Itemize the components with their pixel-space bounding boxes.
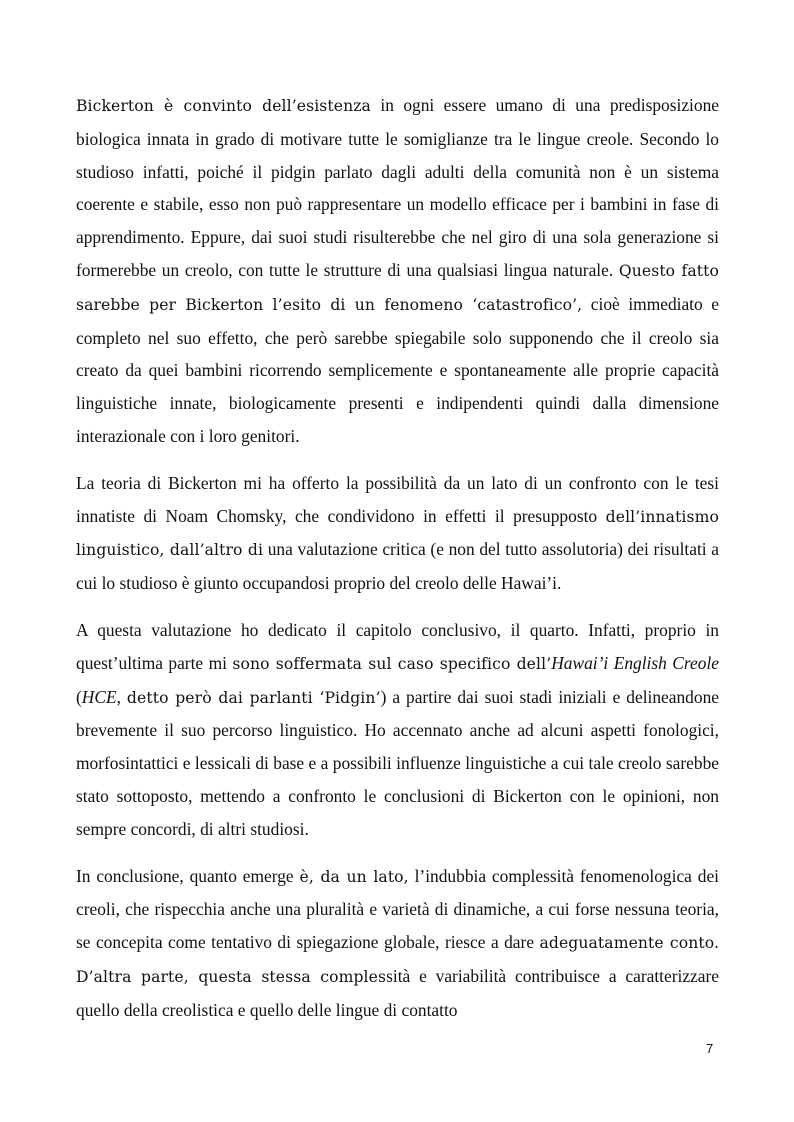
body-text — [76, 89, 719, 1041]
text-segment: In conclusione, quanto emerge — [76, 865, 300, 886]
text-segment: l’indubbia complessità fenomenologica dei creoli, che rispecchia anche una pluralità e varietà di dinamiche, a cui forse nessuna teoria, se concepita come tentativo di spiegazione globale, riesce a dare — [76, 865, 719, 953]
text-segment: Bickerton è convinto dell’esistenza — [76, 97, 371, 115]
text-segment: A questa valutazione ho dedicato il capitolo conclusivo, il quarto. Infatti, proprio in quest’ultima parte mi — [76, 619, 719, 673]
text-segment: ) a partire dai suoi stadi iniziali e delineandone brevemente il suo percorso linguistico. Ho accennato anche ad alcuni aspetti fonologici, morfosintattici e lessicali di base e a possibili influenze linguistiche a cui tale creolo sarebbe stato sottoposto, mettendo a confronto le conclusioni di Bickerton con le opinioni, non sempre concordi, di altri studiosi. — [76, 686, 719, 839]
text-segment: sono soffermata sul caso specifico dell’ — [232, 654, 552, 673]
text-segment: cioè immediato e completo nel suo effetto, che però sarebbe spiegabile solo supponendo che il creolo sia creato da quei bambini ricorrendo semplicemente e spontaneamente alle proprie capacità linguistiche innate, biologicamente presenti e indipendenti quindi dalla dimensione interazionale con i loro genitori. — [76, 293, 719, 446]
text-segment: in ogni essere umano di una predisposizione biologica innata in grado di motivare tutte le somiglianze tra le lingue creole. Secondo lo studioso infatti, poiché il pidgin parlato dagli adulti della comunità non è un sistema coerente e stabile, esso non può rappresentare un modello efficace per i bambini in fase di apprendimento. Eppure, dai suoi studi risulterebbe che nel giro di una sola generazione si formerebbe un creolo, con tutte le strutture di una qualsiasi lingua naturale. — [76, 95, 719, 280]
text-segment: dell’innatismo linguistico, dall’altro di — [76, 507, 719, 560]
text-segment: sità e variabilità contribuisce a caratterizzare quello della creolistica e quello delle lingue di contatto — [76, 965, 720, 1020]
paragraph-2 — [76, 467, 719, 600]
paragraph-4 — [76, 860, 719, 1027]
paragraph-1 — [76, 89, 719, 453]
text-segment: Questo fatto sarebbe per Bickerton l’esito di un fenomeno ‘catastrofico’, — [76, 261, 720, 314]
text-segment: adeguatamente conto. D’altra parte, questa stessa comples — [76, 934, 720, 986]
text-segment-italic: HCE — [81, 686, 117, 707]
text-segment: La teoria di Bickerton mi ha offerto la possibilità da un lato di un confronto con le tesi innatiste di Noam Chomsky, che condividono in effetti il presupposto — [76, 472, 719, 526]
text-segment: detto però dai parlanti ‘Pidgin’ — [126, 688, 381, 707]
text-segment-italic: Hawai’i English Creole — [551, 652, 719, 673]
text-segment: una valutazione critica (e non del tutto assolutoria) dei risultati a cui lo studioso è giunto occupandosi proprio del creolo delle Hawai’i. — [76, 539, 719, 594]
text-segment: ( — [76, 686, 82, 707]
text-segment: , — [116, 686, 127, 707]
page-number: 7 — [706, 1041, 714, 1056]
paragraph-3 — [76, 614, 719, 846]
text-segment: è, da un lato, — [299, 867, 409, 886]
